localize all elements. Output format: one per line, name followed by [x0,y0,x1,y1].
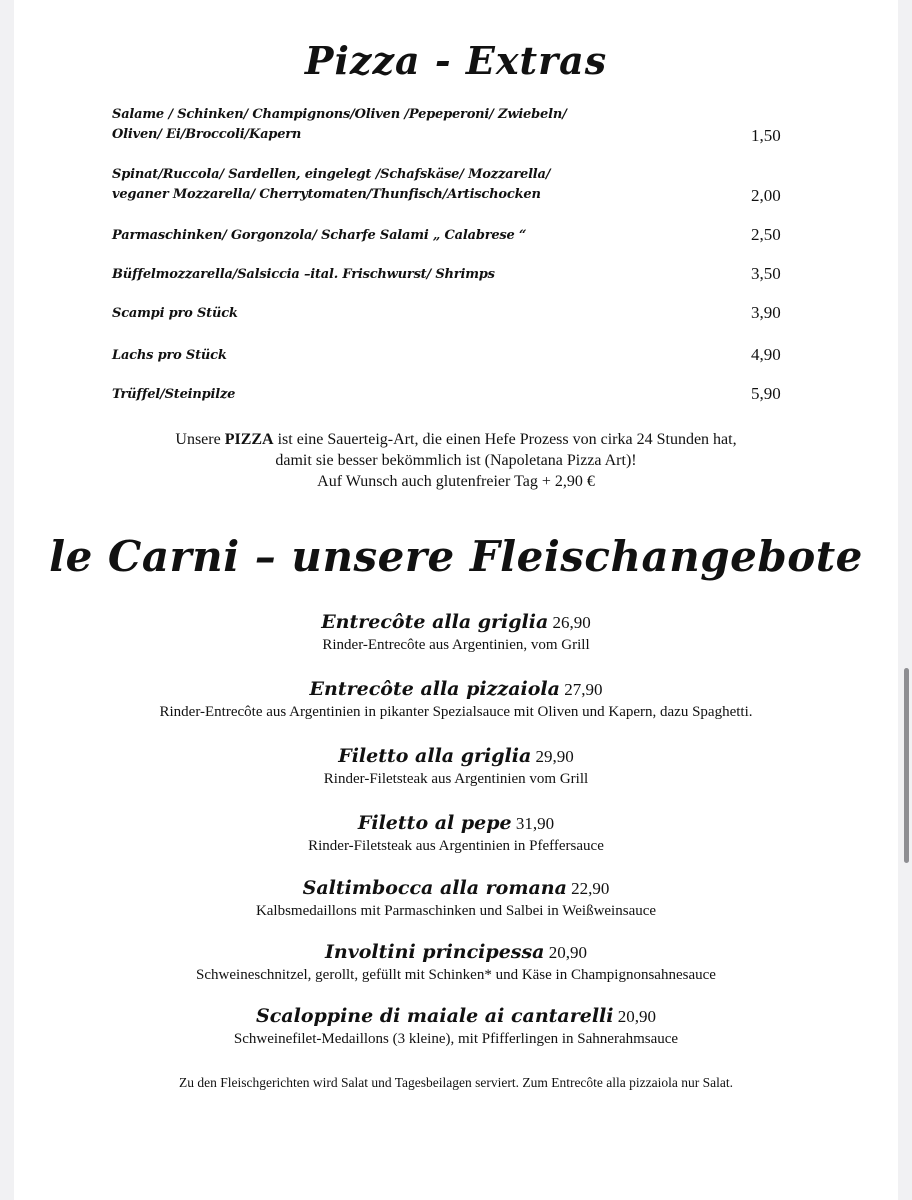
pizza-note-line-3: Auf Wunsch auch glutenfreier Tag + 2,90 € [317,473,595,490]
dish-price: 31,90 [515,814,555,833]
dish-item [0,678,912,722]
dish-item [0,1005,912,1049]
dish-name: Filetto al pepe [357,812,512,834]
extra-item-line: Oliven/ Ei/Broccoli/Kapern [112,127,302,142]
extra-price: 2,50 [751,225,781,244]
dish-price: 29,90 [535,747,574,766]
pizza-note-prefix: Unsere [175,431,225,448]
pizza-note-bold: PIZZA [224,431,274,448]
dish-description: Rinder-Entrecôte aus Argentinien, vom Grill [322,637,590,653]
extra-item-line: Trüffel/Steinpilze [112,387,236,402]
dish-description: Kalbsmedaillons mit Parmaschinken und Salbei in Weißweinsauce [255,903,657,919]
dish-name: Scaloppine di maiale ai cantarelli [256,1005,614,1027]
dish-price: 27,90 [564,680,603,699]
dish-price: 20,90 [548,943,587,962]
extra-item-line: Spinat/Ruccola/ Sardellen, eingelegt /Schafskäse/ Mozzarella/ [112,167,551,182]
extra-price: 5,90 [751,384,781,403]
dish-description: Rinder-Entrecôte aus Argentinien in pikanter Spezialsauce mit Oliven und Kapern, dazu Spaghetti. [159,704,753,720]
dish-name: Saltimbocca alla romana [302,877,567,899]
dish-name: Involtini principessa [325,941,545,963]
carni-title: le Carni – unsere Fleischangebote [49,532,863,581]
footer-note: Zu den Fleischgerichten wird Salat und Tagesbeilagen serviert. Zum Entrecôte alla pizzaiola nur Salat. [179,1075,733,1090]
dish-description: Rinder-Filetsteak aus Argentinien in Pfeffersauce [308,838,604,854]
dish-description: Rinder-Filetsteak aus Argentinien vom Grill [323,771,589,787]
extra-item [112,165,632,205]
dish-item [0,941,912,985]
dish-item [0,611,912,655]
extra-item-line: Lachs pro Stück [112,348,227,363]
extra-price: 1,50 [751,126,781,145]
extra-item-line: veganer Mozzarella/ Cherrytomaten/Thunfisch/Artischocken [112,187,541,202]
dish-name: Entrecôte alla pizzaiola [309,678,560,700]
extra-item-line: Büffelmozzarella/Salsiccia –ital. Frischwurst/ Shrimps [112,267,495,282]
extra-item [112,385,632,405]
dish-item [0,812,912,856]
dish-price: 20,90 [617,1007,656,1026]
pizza-note-line-2: damit sie besser bekömmlich ist (Napoletana Pizza Art)! [275,452,637,469]
dish-description: Schweinefilet-Medaillons (3 kleine), mit Pfifferlingen in Sahnerahmsauce [233,1031,679,1047]
extra-item-line: Salame / Schinken/ Champignons/Oliven /Pepeperoni/ Zwiebeln/ [112,107,567,122]
dish-description: Schweineschnitzel, gerollt, gefüllt mit Schinken* und Käse in Champignonsahnesauce [196,967,716,983]
extra-item [112,265,632,285]
extras-title: Pizza - Extras [304,38,608,83]
extra-price: 3,50 [751,264,781,283]
dish-price: 22,90 [571,879,610,898]
extra-price: 3,90 [751,303,781,322]
pizza-note [0,429,912,492]
pizza-note-line [0,429,912,450]
extra-item [112,304,632,324]
dish-name: Entrecôte alla griglia [321,611,549,633]
extra-item [112,346,632,366]
extra-item-line: Scampi pro Stück [112,306,238,321]
dish-item [0,877,912,921]
extra-item [112,105,632,145]
extra-price: 4,90 [751,345,781,364]
dish-price: 26,90 [552,613,591,632]
extra-price: 2,00 [751,186,781,205]
extra-item-line: Parmaschinken/ Gorgonzola/ Scharfe Salami „ Calabrese “ [112,228,527,243]
extra-item [112,226,632,246]
pizza-note-suffix: ist eine Sauerteig-Art, die einen Hefe Prozess von cirka 24 Stunden hat, [273,431,737,448]
dish-name: Filetto alla griglia [338,745,532,767]
dish-item [0,745,912,789]
